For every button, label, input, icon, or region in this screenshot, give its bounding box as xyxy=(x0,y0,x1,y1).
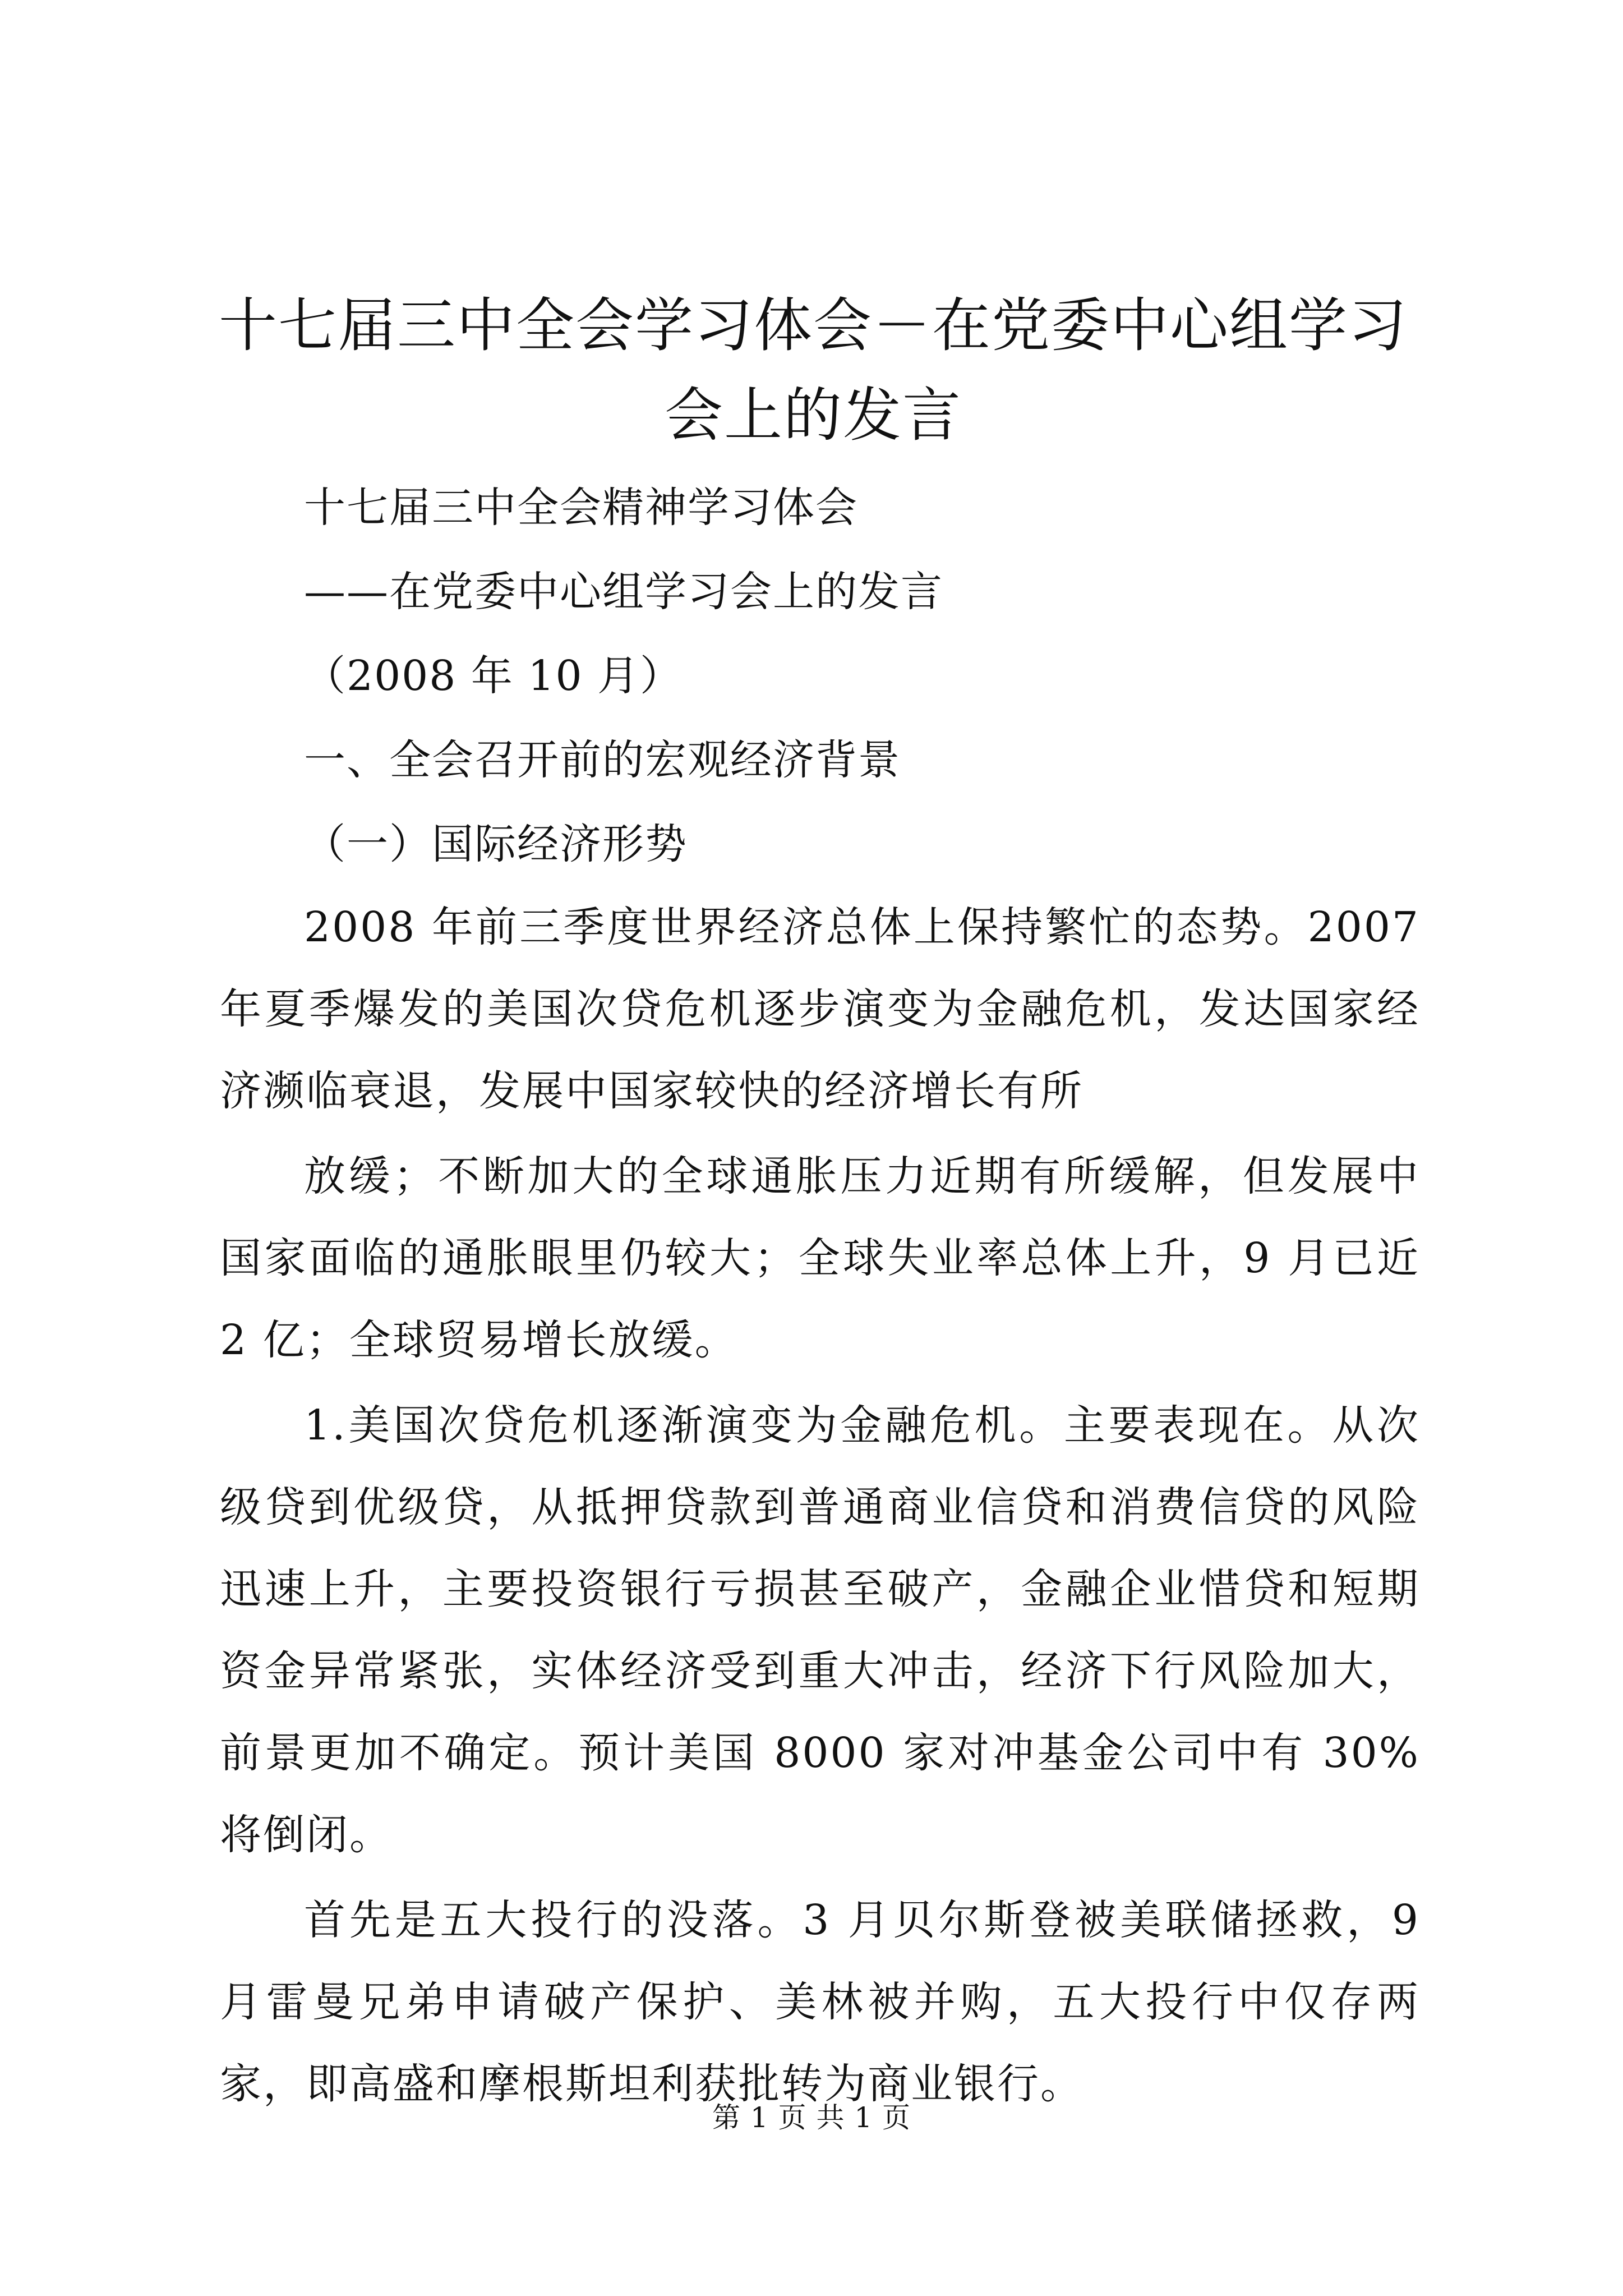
body-paragraph: 首先是五大投行的没落。3 月贝尔斯登被美联储拯救，9 月雷曼兄弟申请破产保护、美林被并购，五大投行中仅存两家，即高盛和摩根斯坦利获批转为商业银行。 xyxy=(220,1896,1420,2108)
subtitle-line: 十七届三中全会精神学习体会 xyxy=(304,484,858,532)
date-line: （2008 年 10 月） xyxy=(304,652,683,700)
body-paragraph: 1.美国次贷危机逐渐演变为金融危机。主要表现在。从次级贷到优级贷，从抵押贷款到普通商业信贷和消费信贷的风险迅速上升，主要投资银行亏损甚至破产，金融企业惜贷和短期资金异常紧张，实体经济受到重大冲击，经济下行风险加大，前景更加不确定。预计美国 8000 家对冲基金公司中有 30%将倒闭。 xyxy=(220,1401,1420,1859)
page-footer: 第 1 页 共 1 页 xyxy=(712,2101,911,2134)
document-title: 十七届三中全会学习体会－在党委中心组学习会上的发言 xyxy=(218,291,1408,449)
body-paragraph: 2008 年前三季度世界经济总体上保持繁忙的态势。2007 年夏季爆发的美国次贷危机逐步演变为金融危机，发达国家经济濒临衰退，发展中国家较快的经济增长有所 xyxy=(220,903,1420,1115)
body-paragraph: 放缓；不断加大的全球通胀压力近期有所缓解，但发展中国家面临的通胀眼里仍较大；全球失业率总体上升，9 月已近 2 亿；全球贸易增长放缓。 xyxy=(220,1152,1420,1364)
section-heading: 一、全会召开前的宏观经济背景 xyxy=(304,736,901,784)
document-body xyxy=(220,466,1420,2125)
subsection-heading: （一）国际经济形势 xyxy=(304,820,688,868)
subtitle-speech-line: ——在党委中心组学习会上的发言 xyxy=(304,568,943,616)
